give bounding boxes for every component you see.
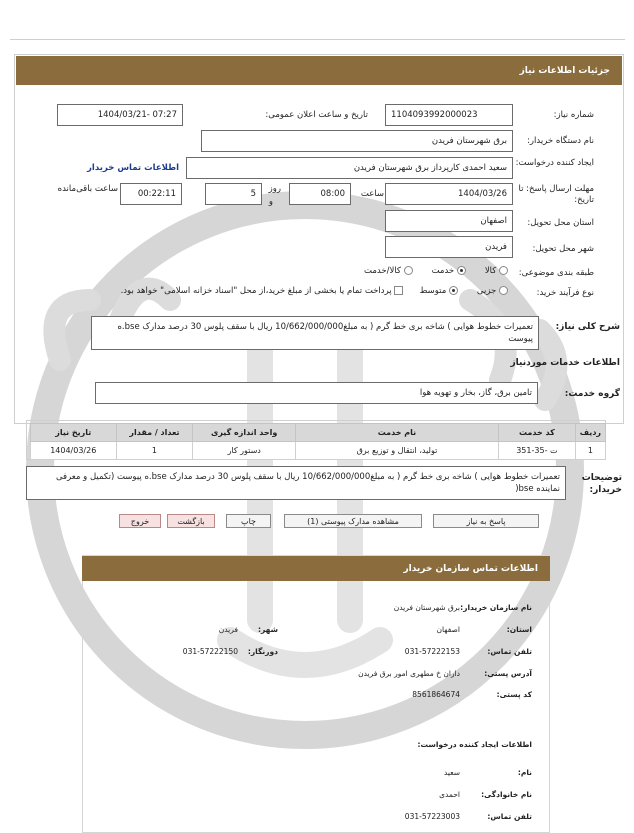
cell-quantity: 1 [116,442,193,460]
category-option-service: خدمت [431,266,455,276]
col-row: ردیف [575,424,605,442]
need-number-label: شماره نیاز: [553,110,594,120]
cell-service-name: تولید، انتقال و توزیع برق [295,442,498,460]
buyer-org-label: نام دستگاه خریدار: [527,136,594,146]
remaining-time-field[interactable]: 00:22:11 [120,183,182,205]
buyer-notes-label: توضیحات خریدار: [581,473,622,495]
process-option-minor: جزیی [476,286,497,296]
fax-value: 031-57222150 [182,647,238,656]
city-label: شهر محل تحویل: [532,244,594,254]
service-group-label: گروه خدمت: [564,389,620,399]
col-quantity: تعداد / مقدار [116,424,193,442]
back-button[interactable]: بازگشت [167,514,215,528]
province-label: استان محل تحویل: [527,218,594,228]
first-name-label: نام: [517,768,532,777]
cell-unit: دستور کار [193,442,296,460]
category-radio-service[interactable] [457,266,466,275]
contact-phone-value: 031-57222153 [404,647,460,656]
creator-phone-label: تلفن تماس: [487,812,532,821]
postal-label: کد پستی: [496,690,532,699]
postal-value: 8561864674 [412,690,460,699]
deadline-date-field[interactable]: 1404/03/26 [385,183,513,205]
deadline-time-field[interactable]: 08:00 [289,183,351,205]
announce-label: تاریخ و ساعت اعلان عمومی: [265,110,368,120]
org-name-value: برق شهرستان فریدن [393,603,460,612]
contact-phone-label: تلفن تماس: [487,647,532,656]
panel-title: جزئیات اطلاعات نیاز [519,65,610,76]
creator-phone-value: 031-57223003 [404,812,460,821]
contact-city-value: فریدن [218,625,238,634]
deadline-label: مهلت ارسال پاسخ: تا تاریخ: [518,184,594,205]
payment-note: پرداخت تمام یا بخشی از مبلغ خرید،از محل "اسناد خزانه اسلامی" خواهد بود. [120,286,392,296]
process-radio-medium[interactable] [449,286,458,295]
buyer-org-field[interactable]: برق شهرستان فریدن [201,130,513,152]
buyer-notes-field[interactable]: تعمیرات خطوط هوایی ) شاخه بری خط گرم ( به مبلغ10/662/000/000 ریال با سقف پلوس 30 درصد مدارک bse.ه پیوست (تکمیل و معرفی نماینده bse( [26,466,566,500]
table-row[interactable] [31,442,606,460]
description-label: شرح کلی نیاز: [555,322,620,332]
contact-province-label: استان: [506,625,532,634]
remaining-label: ساعت باقی‌مانده [57,184,118,194]
process-label: نوع فرآیند خرید: [536,288,594,298]
table-header-row [31,424,606,442]
address-label: آدرس پستی: [484,669,532,678]
province-field[interactable]: اصفهان [385,210,513,232]
items-table [30,423,606,460]
need-number-field[interactable]: 1104093992000023 [385,104,513,126]
contact-province-value: اصفهان [436,625,460,634]
services-heading: اطلاعات خدمات موردنیاز [510,358,620,368]
category-options [364,266,508,276]
contact-city-label: شهر: [258,625,278,634]
creator-field[interactable]: سعید احمدی کارپرداز برق شهرستان فریدن [186,157,513,179]
contact-panel [82,555,550,833]
panel-header [16,56,622,85]
cell-row: 1 [575,442,605,460]
days-field[interactable]: 5 [205,183,262,205]
reply-button[interactable]: پاسخ به نیاز [433,514,539,528]
col-service-code: کد خدمت [498,424,575,442]
process-option-medium: متوسط [419,286,447,296]
creator-label: ایجاد کننده درخواست: [515,158,594,168]
category-option-goods: کالا [484,266,497,276]
first-name-value: سعید [443,768,460,777]
print-button[interactable]: چاپ [226,514,271,528]
description-field[interactable]: تعمیرات خطوط هوایی ) شاخه بری خط گرم ( به مبلغ10/662/000/000 ریال با سقف پلوس 30 درصد مدارک bse.ه پیوست [91,316,539,350]
col-need-date: تاریخ نیاز [31,424,117,442]
payment-checkbox[interactable] [394,286,403,295]
contact-title: اطلاعات تماس سازمان خریدار [403,563,538,574]
announce-field[interactable]: 1404/03/21- 07:27 [57,104,183,126]
service-group-field[interactable]: تامین برق، گاز، بخار و تهویه هوا [95,382,538,404]
city-field[interactable]: فریدن [385,236,513,258]
address-value: داران خ مطهری امور برق فریدن [358,669,460,678]
buyer-contact-link[interactable]: اطلاعات تماس خریدار [87,163,179,173]
category-radio-goods[interactable] [499,266,508,275]
process-options [121,286,508,296]
col-service-name: نام خدمت [295,424,498,442]
org-name-label: نام سازمان خریدار: [460,603,532,612]
category-option-both: کالا/خدمت [363,266,401,276]
days-label: روز [268,184,281,194]
cell-service-code: ت -35-351 [498,442,575,460]
last-name-label: نام خانوادگی: [481,790,532,799]
cell-need-date: 1404/03/26 [31,442,117,460]
col-unit: واحد اندازه گیری [193,424,296,442]
last-name-value: احمدی [439,790,460,799]
category-label: طبقه بندی موضوعی: [518,268,594,278]
fax-label: دورنگار: [247,647,278,656]
creator-info-heading: اطلاعات ایجاد کننده درخواست: [417,740,532,749]
process-radio-minor[interactable] [499,286,508,295]
view-docs-button[interactable]: مشاهده مدارک پیوستی (1) [284,514,422,528]
time-label: ساعت [360,189,384,199]
category-radio-both[interactable] [404,266,413,275]
top-divider [10,39,625,40]
exit-button[interactable]: خروج [119,514,161,528]
and-label: و [268,197,273,207]
contact-header [82,556,550,581]
